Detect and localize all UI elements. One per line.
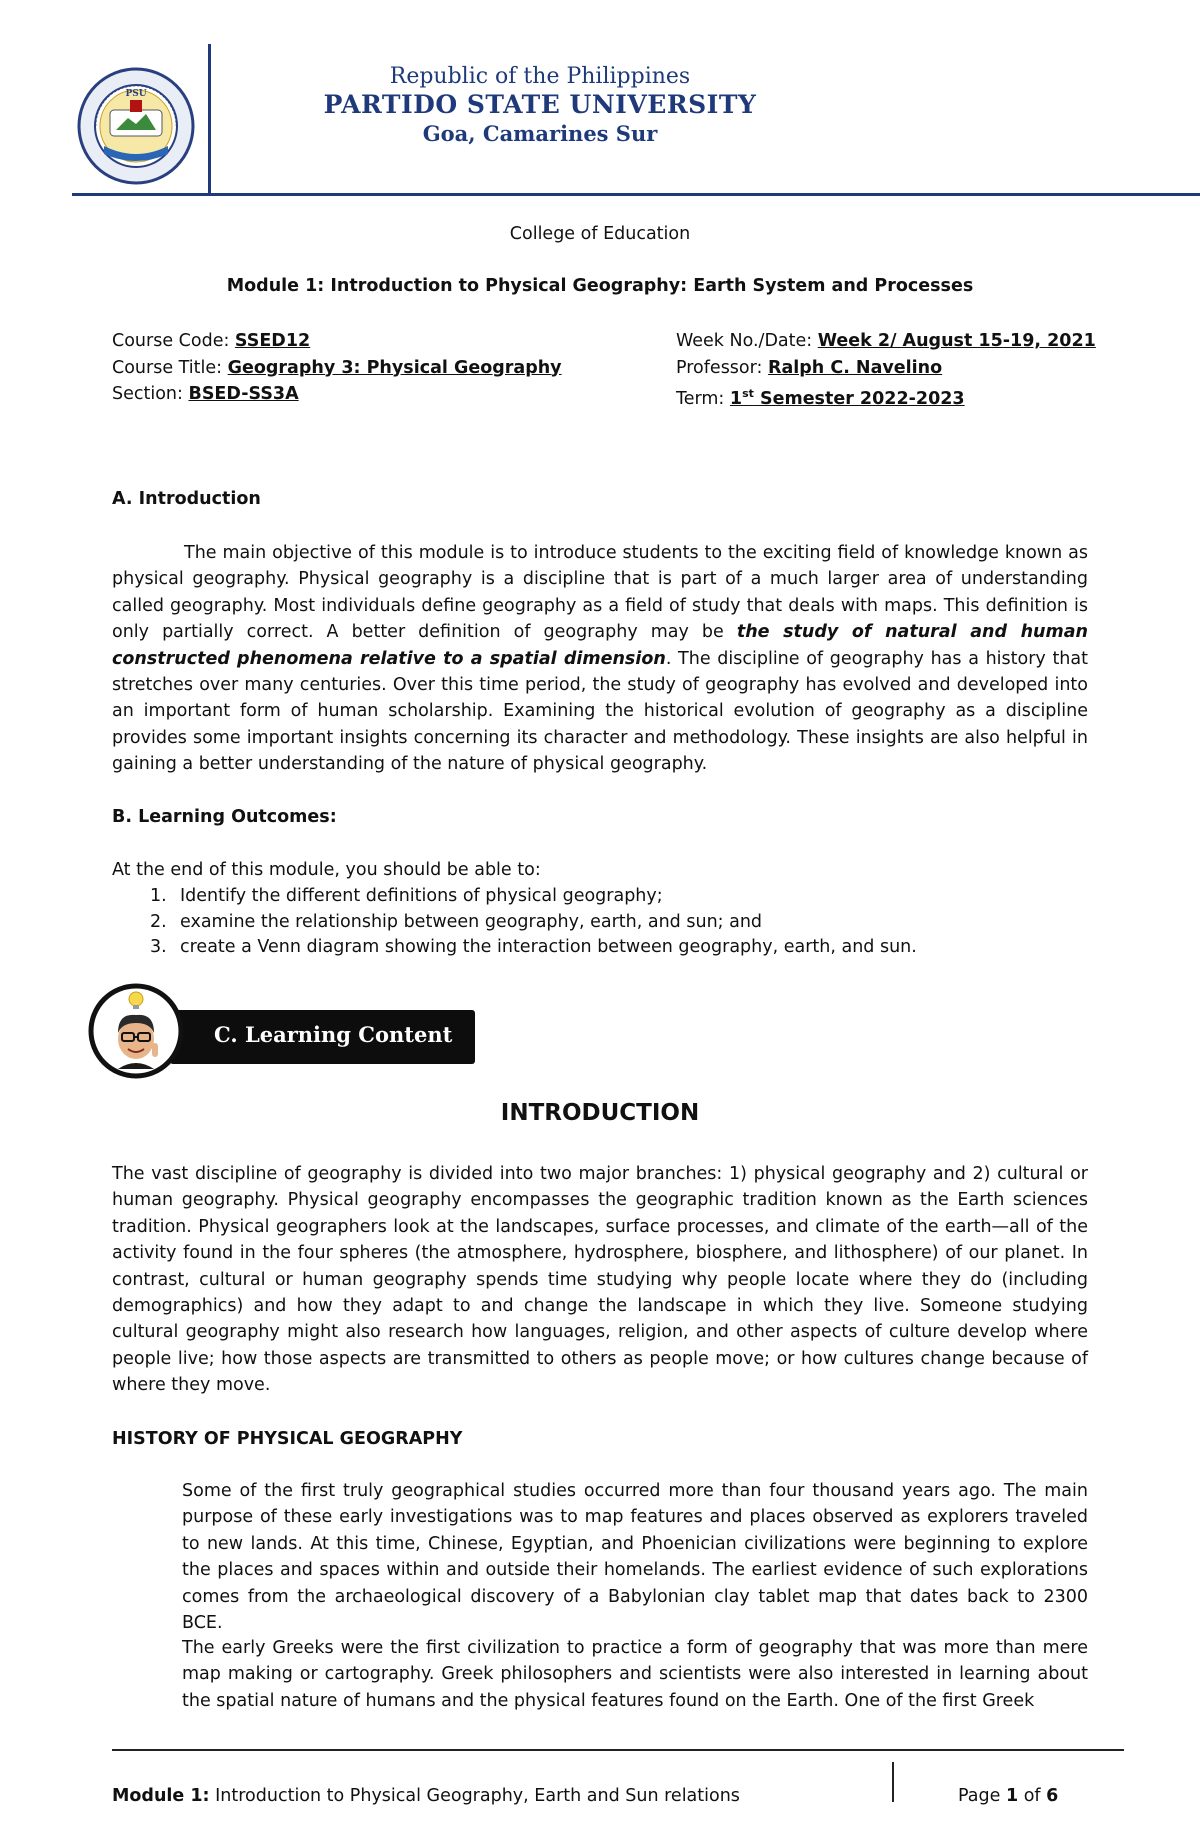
- section-a-text-1: The main objective of this module is to introduce students to the exciting field of knowledge known as physical geography. Physical geography is a discipline that is part of a much larger area of understanding called geography. Most individuals define geography as a field of study that deals with maps. This definition is only partially correct. A better definition of geography may be: [112, 543, 1088, 643]
- history-paragraph-1: Some of the first truly geographical studies occurred more than four thousand years ago. The main purpose of these early investigations was to map features and places observed as explorers traveled to new lands. At this time, Chinese, Egyptian, and Phoenician civilizations were beginning to explore the places and spaces within and outside their homelands. The earliest evidence of such explorations comes from the archaeological discovery of a Babylonian clay tablet map that dates back to 2300 BCE.: [182, 1481, 1088, 1634]
- term-row: [676, 381, 1176, 408]
- college-name: College of Education: [509, 224, 691, 244]
- list-item: [150, 910, 917, 936]
- list-item: [150, 935, 917, 961]
- section-a-text-2: . The discipline of geography has a history that stretches over many centuries. Over this time period, the study of geography has evolved and developed into an important form of human scholarship. Examining the historical evolution of geography as a discipline provides some important insights concerning its character and methodology. These insights are also helpful in gaining a better understanding of the nature of physical geography.: [112, 648, 1088, 775]
- header-location: Goa, Camarines Sur: [422, 121, 658, 146]
- list-number: 2.: [150, 911, 167, 932]
- history-heading: HISTORY OF PHYSICAL GEOGRAPHY: [112, 1429, 463, 1449]
- term-ordinal: 1: [729, 388, 743, 409]
- course-code-value: SSED12: [234, 331, 311, 351]
- course-code-row: [112, 328, 612, 355]
- term-label: Term:: [676, 388, 730, 409]
- footer-divider: [892, 1762, 894, 1802]
- course-info-left: [112, 328, 612, 408]
- history-paragraph-2: The early Greeks were the first civilization to practice a form of geography that was more than mere map making or cartography. Greek philosophers and scientists were also interested in learning about the spatial nature of humans and the physical features found on the Earth. One of the first Greek: [182, 1638, 1088, 1711]
- footer-module-title: [112, 1783, 740, 1809]
- footer-rule: [112, 1749, 1124, 1751]
- header-republic: Republic of the Philippines: [389, 64, 691, 89]
- term-semester: Semester 2022-2023: [753, 388, 965, 409]
- header-vertical-rule: [208, 44, 211, 194]
- section-value: BSED-SS3A: [188, 384, 299, 404]
- header-horizontal-rule: [72, 193, 1200, 196]
- section-b-heading: B. Learning Outcomes:: [112, 807, 337, 827]
- section-label: Section:: [112, 384, 189, 404]
- list-text: examine the relationship between geography, earth, and sun; and: [180, 911, 763, 932]
- learning-content-label: C. Learning Content: [214, 1022, 453, 1047]
- course-title-row: [112, 355, 612, 382]
- page-of: of: [1018, 1786, 1047, 1806]
- list-item: [150, 884, 917, 910]
- introduction-paragraph: The vast discipline of geography is divided into two major branches: 1) physical geography and 2) cultural or human geography. Physical geography encompasses the geographic tradition known as the Earth sciences tradition. Physical geographers look at the landscapes, surface processes, and climate of the earth—all of the activity found in the four spheres (the atmosphere, hydrosphere, biosphere, and lithosphere) of our planet. In contrast, cultural or human geography spends time studying why people locate where they do (including demographics) and how they adapt to and change the landscape in which they live. Someone studying cultural geography might also research how languages, religion, and other aspects of culture develop where people live; how those aspects are transmitted to others as people move; or how cultures change because of where they move.: [112, 1164, 1088, 1396]
- course-title-value: Geography 3: Physical Geography: [227, 357, 562, 378]
- section-row: [112, 381, 612, 408]
- professor-value: Ralph C. Navelino: [767, 357, 943, 378]
- professor-row: [676, 355, 1176, 382]
- footer-module-label: Module 1:: [112, 1786, 210, 1806]
- section-a-heading: A. Introduction: [112, 489, 261, 509]
- svg-text:PSU: PSU: [125, 89, 147, 99]
- list-number: 1.: [150, 886, 167, 906]
- page-current: 1: [1005, 1786, 1019, 1806]
- introduction-heading: INTRODUCTION: [500, 1100, 700, 1126]
- list-text: Identify the different definitions of physical geography;: [180, 886, 663, 906]
- teacher-avatar-icon: [88, 983, 184, 1079]
- term-ordinal-suffix: st: [742, 387, 754, 400]
- footer-module-text: Introduction to Physical Geography, Earth and Sun relations: [209, 1786, 740, 1806]
- section-a-paragraph: [112, 540, 1088, 778]
- course-info-right: [676, 328, 1176, 408]
- term-value: [730, 389, 965, 409]
- week-date-value: Week 2/ August 15-19, 2021: [817, 331, 1096, 351]
- page-label: Page: [958, 1786, 1006, 1806]
- list-number: 3.: [150, 937, 167, 957]
- learning-outcomes-list: [150, 884, 917, 961]
- section-a-emphasis: the study of natural and human constructed phenomena relative to a spatial dimension: [112, 622, 1088, 669]
- header-university: PARTIDO STATE UNIVERSITY: [323, 90, 757, 119]
- page-indicator: [958, 1783, 1058, 1809]
- list-text: create a Venn diagram showing the interaction between geography, earth, and sun.: [180, 937, 917, 957]
- learning-outcomes-lead: At the end of this module, you should be able to:: [112, 860, 541, 880]
- module-title: Module 1: Introduction to Physical Geography: Earth System and Processes: [226, 276, 974, 296]
- header-title-block: [300, 64, 780, 147]
- week-date-label: Week No./Date:: [676, 331, 818, 351]
- course-title-label: Course Title:: [112, 357, 228, 378]
- page-total: 6: [1046, 1786, 1059, 1806]
- week-date-row: [676, 328, 1176, 355]
- university-seal-logo: [76, 66, 196, 186]
- professor-label: Professor:: [676, 357, 768, 378]
- course-code-label: Course Code:: [112, 331, 235, 351]
